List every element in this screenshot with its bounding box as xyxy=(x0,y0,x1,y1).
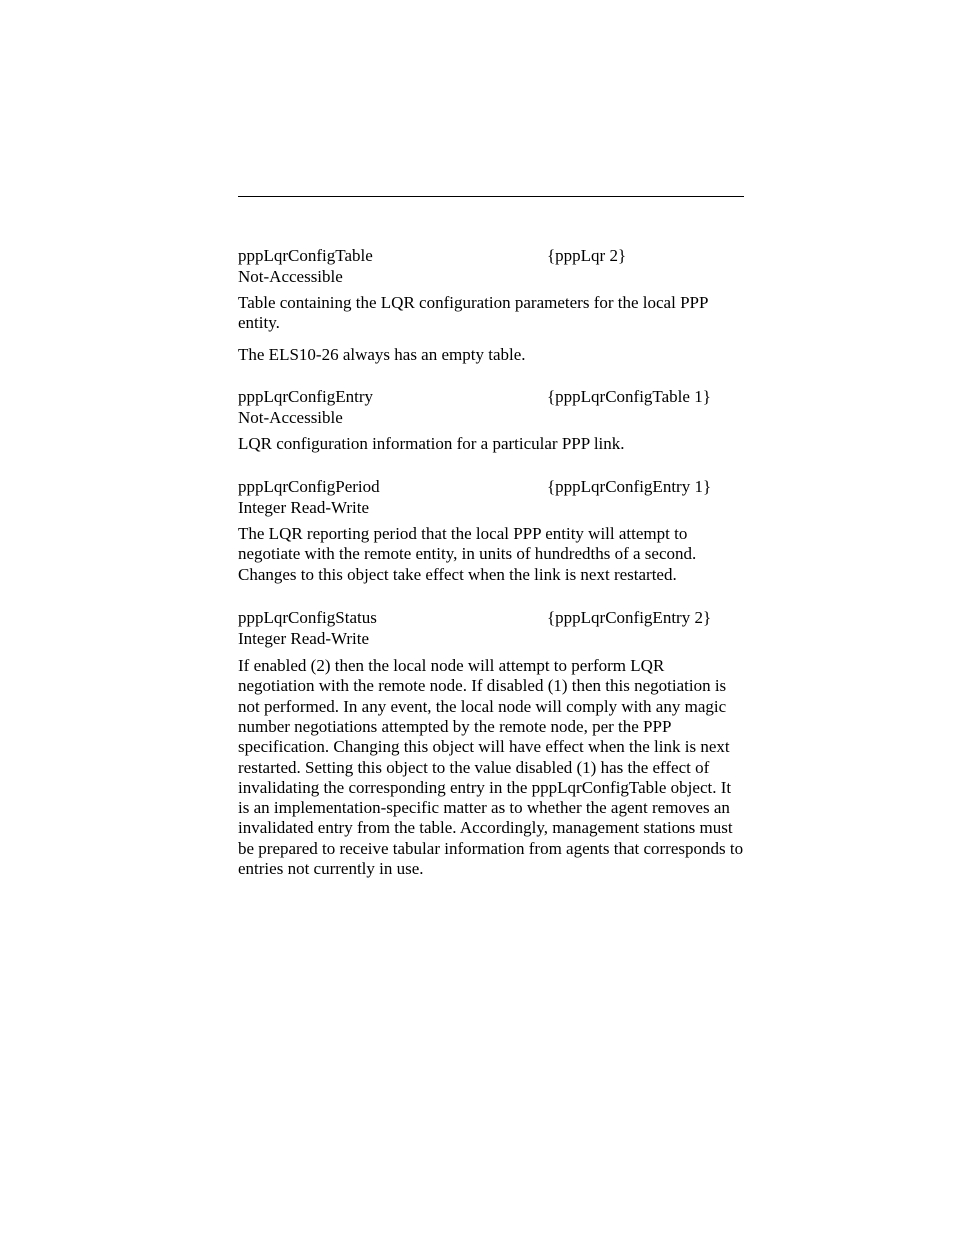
object-identifier: {pppLqr 2} xyxy=(547,246,627,265)
object-name: pppLqrConfigTable xyxy=(238,246,373,265)
object-description: The LQR reporting period that the local PPP entity will attempt to negotiate with the remote entity, in units of hundredths of a second. Changes to this object take effect when the link is next restarted. xyxy=(238,524,697,584)
object-identifier: {pppLqrConfigEntry 2} xyxy=(547,608,712,628)
object-access: Not-Accessible xyxy=(238,267,343,286)
object-header xyxy=(238,246,744,267)
mib-object-entry xyxy=(238,477,744,585)
object-description: Table containing the LQR configuration parameters for the local PPP entity. xyxy=(238,293,708,333)
object-header xyxy=(238,477,744,498)
header-rule xyxy=(238,196,744,197)
mib-object-entry xyxy=(238,246,744,365)
object-identifier: {pppLqrConfigTable 1} xyxy=(547,386,711,406)
mib-object-entry xyxy=(238,608,744,879)
object-access: Not-Accessible xyxy=(238,407,343,427)
object-header xyxy=(238,387,744,408)
object-header xyxy=(238,608,744,629)
object-description: If enabled (2) then the local node will attempt to perform LQR negotiation with the remote node. If disabled (1) then this negotiation is not performed. In any event, the local node will comply with any magic number negotiations attempted by the remote node, per the PPP specification. Changing this object will have effect when the link is next restarted. Setting this object to the value disabled (1) has the effect of invalidating the corresponding entry in the pppLqrConfigTable object. It is an implementation-specific matter as to whether the agent removes an invalidated entry from the table. Accordingly, management stations must be prepared to receive tabular information from agents that corresponds to entries not currently in use. xyxy=(238,656,744,879)
mib-object-list xyxy=(238,246,744,879)
object-description: The ELS10-26 always has an empty table. xyxy=(238,344,526,364)
object-name: pppLqrConfigPeriod xyxy=(238,477,380,497)
object-access: Integer Read-Write xyxy=(238,629,369,649)
mib-object-entry xyxy=(238,387,744,454)
object-description: LQR configuration information for a particular PPP link. xyxy=(238,433,625,453)
object-identifier: {pppLqrConfigEntry 1} xyxy=(547,477,712,497)
object-name: pppLqrConfigEntry xyxy=(238,386,374,406)
object-name: pppLqrConfigStatus xyxy=(238,608,377,628)
object-access: Integer Read-Write xyxy=(238,498,369,518)
